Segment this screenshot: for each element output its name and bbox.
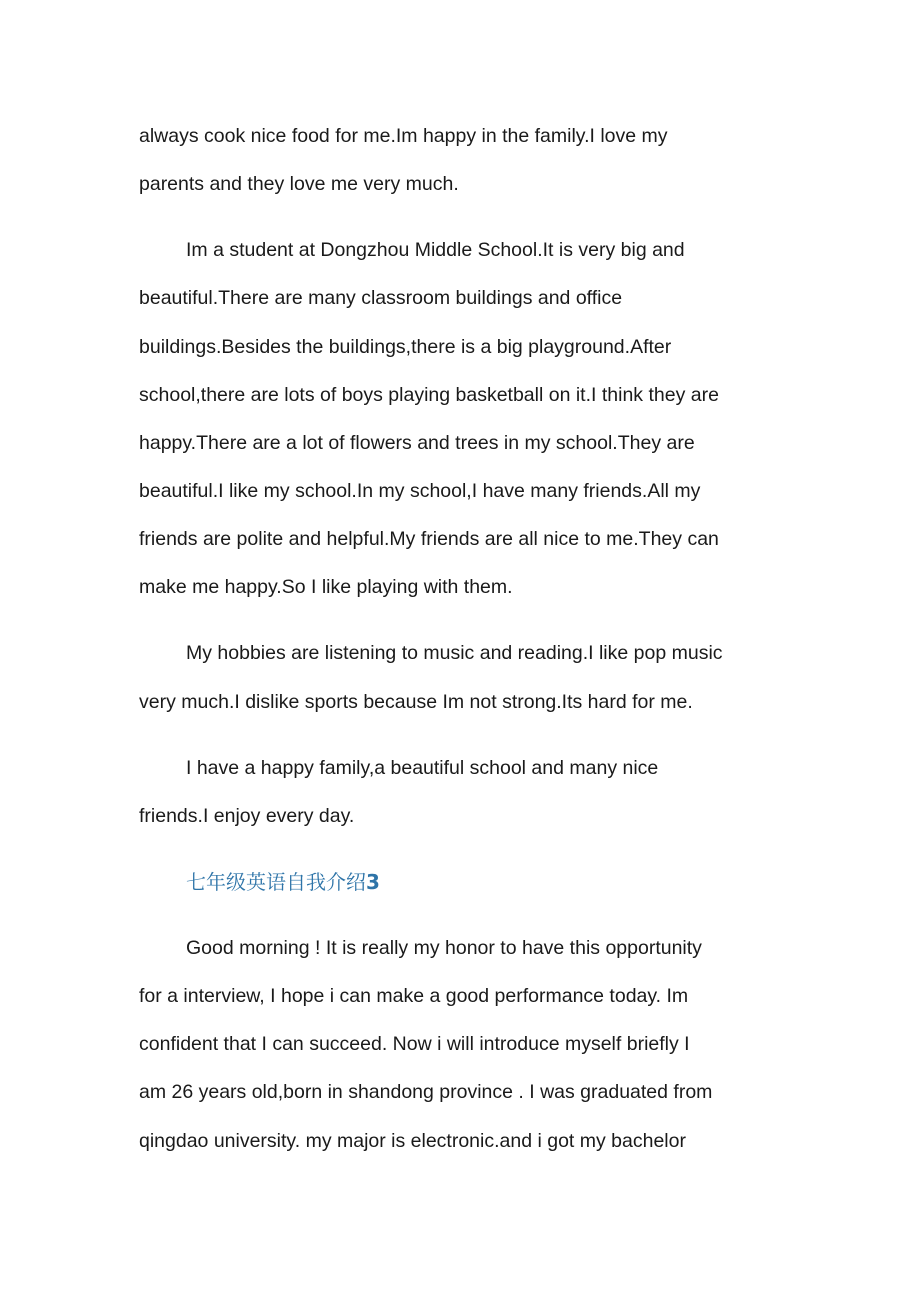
section-heading-number: 3 (366, 869, 380, 894)
text-line: qingdao university. my major is electronic.and i got my bachelor (139, 1129, 686, 1152)
text-line: friends are polite and helpful.My friends are all nice to me.They can (139, 528, 719, 551)
text-line: am 26 years old,born in shandong province . I was graduated from (139, 1081, 713, 1104)
text-line: beautiful.I like my school.In my school,I have many friends.All my (139, 480, 701, 503)
text-line: happy.There are a lot of flowers and trees in my school.They are (139, 431, 695, 454)
text-line: buildings.Besides the buildings,there is a big playground.After (139, 335, 672, 358)
text-line: very much.I dislike sports because Im not strong.Its hard for me. (139, 690, 693, 713)
text-line: always cook nice food for me.Im happy in the family.I love my (139, 125, 668, 147)
text-line: beautiful.There are many classroom buildings and office (139, 287, 623, 310)
paragraph-family-end (139, 112, 787, 208)
text-line: Im a student at Dongzhou Middle School.It is very big and (186, 239, 685, 262)
text-line: parents and they love me very much. (139, 173, 459, 196)
text-line: make me happy.So I like playing with them. (139, 576, 513, 599)
paragraph-hobbies (139, 629, 787, 725)
text-line: friends.I enjoy every day. (139, 804, 355, 827)
document-body (139, 112, 787, 1183)
paragraph-school (139, 226, 787, 612)
paragraph-interview (139, 924, 787, 1165)
text-line: Good morning ! It is really my honor to have this opportunity (186, 936, 702, 959)
section-heading-text: 七年级英语自我介绍 (186, 869, 366, 894)
section-heading (139, 858, 787, 906)
text-line: I have a happy family,a beautiful school and many nice (186, 756, 659, 779)
text-line: confident that I can succeed. Now i will introduce myself briefly I (139, 1033, 690, 1056)
text-line: school,there are lots of boys playing basketball on it.I think they are (139, 383, 719, 406)
text-line: My hobbies are listening to music and reading.I like pop music (186, 642, 723, 665)
paragraph-conclusion (139, 744, 787, 840)
text-line: for a interview, I hope i can make a good performance today. Im (139, 985, 689, 1007)
